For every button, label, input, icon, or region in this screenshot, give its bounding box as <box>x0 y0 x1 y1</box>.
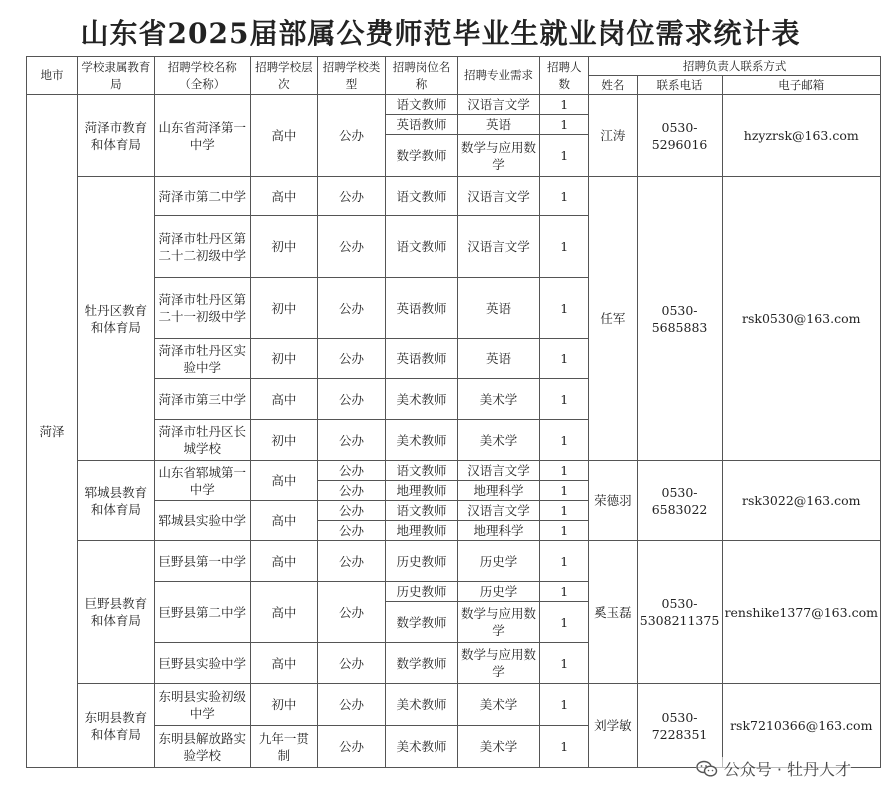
contact-email-cell: renshike1377@163.com <box>722 541 880 684</box>
type-cell: 公办 <box>317 278 385 339</box>
post-cell: 数学教师 <box>386 643 458 684</box>
table-row <box>27 95 881 115</box>
post-cell: 美术教师 <box>386 379 458 420</box>
major-cell: 英语 <box>457 339 539 379</box>
school-cell: 菏泽市牡丹区长城学校 <box>154 420 250 461</box>
level-cell: 高中 <box>250 582 317 643</box>
type-cell: 公办 <box>317 541 385 582</box>
major-cell: 汉语言文学 <box>457 461 539 481</box>
count-cell: 1 <box>540 541 589 582</box>
col-header-name: 姓名 <box>589 76 637 95</box>
post-cell: 英语教师 <box>386 339 458 379</box>
count-cell: 1 <box>540 177 589 216</box>
count-cell: 1 <box>540 684 589 726</box>
post-cell: 美术教师 <box>386 420 458 461</box>
type-cell: 公办 <box>317 461 385 481</box>
city-cell: 菏泽 <box>27 95 78 768</box>
type-cell: 公办 <box>317 216 385 278</box>
level-cell: 高中 <box>250 501 317 541</box>
school-cell: 巨野县第一中学 <box>154 541 250 582</box>
level-cell: 初中 <box>250 216 317 278</box>
count-cell: 1 <box>540 481 589 501</box>
post-cell: 语文教师 <box>386 461 458 481</box>
col-header-school: 招聘学校名称（全称） <box>154 57 250 95</box>
count-cell: 1 <box>540 95 589 115</box>
col-header-major: 招聘专业需求 <box>457 57 539 95</box>
post-cell: 美术教师 <box>386 684 458 726</box>
col-header-bureau: 学校隶属教育局 <box>78 57 155 95</box>
count-cell: 1 <box>540 602 589 643</box>
col-header-level: 招聘学校层次 <box>250 57 317 95</box>
type-cell: 公办 <box>317 481 385 501</box>
major-cell: 汉语言文学 <box>457 95 539 115</box>
type-cell: 公办 <box>317 501 385 521</box>
post-cell: 语文教师 <box>386 216 458 278</box>
count-cell: 1 <box>540 115 589 135</box>
major-cell: 美术学 <box>457 379 539 420</box>
type-cell: 公办 <box>317 379 385 420</box>
col-header-post: 招聘岗位名称 <box>386 57 458 95</box>
post-cell: 语文教师 <box>386 95 458 115</box>
major-cell: 历史学 <box>457 541 539 582</box>
contact-email-cell: rsk0530@163.com <box>722 177 880 461</box>
count-cell: 1 <box>540 461 589 481</box>
major-cell: 汉语言文学 <box>457 216 539 278</box>
major-cell: 英语 <box>457 115 539 135</box>
count-cell: 1 <box>540 420 589 461</box>
school-cell: 菏泽市第三中学 <box>154 379 250 420</box>
level-cell: 九年一贯制 <box>250 726 317 768</box>
post-cell: 历史教师 <box>386 541 458 582</box>
contact-name-cell: 荣德羽 <box>589 461 637 541</box>
school-cell: 菏泽市牡丹区第二十一初级中学 <box>154 278 250 339</box>
type-cell: 公办 <box>317 726 385 768</box>
level-cell: 高中 <box>250 461 317 501</box>
bureau-cell: 牡丹区教育和体育局 <box>78 177 155 461</box>
major-cell: 数学与应用数学 <box>457 602 539 643</box>
contact-phone-cell: 0530-5308211375 <box>637 541 722 684</box>
col-header-contact-group: 招聘负责人联系方式 <box>589 57 881 76</box>
watermark <box>696 757 851 780</box>
header-row-1 <box>27 57 881 76</box>
level-cell: 初中 <box>250 339 317 379</box>
post-cell: 地理教师 <box>386 481 458 501</box>
post-cell: 数学教师 <box>386 135 458 177</box>
page-title: 山东省2025届部属公费师范毕业生就业岗位需求统计表 <box>80 17 801 50</box>
major-cell: 美术学 <box>457 420 539 461</box>
school-cell: 巨野县第二中学 <box>154 582 250 643</box>
job-demand-table <box>26 56 881 768</box>
school-cell: 菏泽市第二中学 <box>154 177 250 216</box>
table-row <box>27 541 881 582</box>
watermark-text: 公众号 · 牡丹人才 <box>723 760 851 779</box>
level-cell: 高中 <box>250 177 317 216</box>
table-row <box>27 461 881 481</box>
count-cell: 1 <box>540 726 589 768</box>
school-cell: 菏泽市牡丹区第二十二初级中学 <box>154 216 250 278</box>
major-cell: 美术学 <box>457 726 539 768</box>
bureau-cell: 菏泽市教育和体育局 <box>78 95 155 177</box>
level-cell: 高中 <box>250 95 317 177</box>
level-cell: 初中 <box>250 420 317 461</box>
type-cell: 公办 <box>317 420 385 461</box>
contact-name-cell: 任军 <box>589 177 637 461</box>
major-cell: 数学与应用数学 <box>457 643 539 684</box>
contact-phone-cell: 0530-7228351 <box>637 684 722 768</box>
level-cell: 初中 <box>250 684 317 726</box>
post-cell: 数学教师 <box>386 602 458 643</box>
post-cell: 历史教师 <box>386 582 458 602</box>
bureau-cell: 巨野县教育和体育局 <box>78 541 155 684</box>
contact-name-cell: 江涛 <box>589 95 637 177</box>
school-cell: 郓城县实验中学 <box>154 501 250 541</box>
school-cell: 东明县实验初级中学 <box>154 684 250 726</box>
post-cell: 英语教师 <box>386 278 458 339</box>
type-cell: 公办 <box>317 684 385 726</box>
major-cell: 美术学 <box>457 684 539 726</box>
bureau-cell: 郓城县教育和体育局 <box>78 461 155 541</box>
col-header-count: 招聘人数 <box>540 57 589 95</box>
major-cell: 数学与应用数学 <box>457 135 539 177</box>
col-header-type: 招聘学校类型 <box>317 57 385 95</box>
school-cell: 东明县解放路实验学校 <box>154 726 250 768</box>
level-cell: 初中 <box>250 278 317 339</box>
type-cell: 公办 <box>317 582 385 643</box>
count-cell: 1 <box>540 643 589 684</box>
contact-phone-cell: 0530-5296016 <box>637 95 722 177</box>
count-cell: 1 <box>540 216 589 278</box>
contact-name-cell: 奚玉磊 <box>589 541 637 684</box>
count-cell: 1 <box>540 501 589 521</box>
contact-email-cell: hzyzrsk@163.com <box>722 95 880 177</box>
major-cell: 英语 <box>457 278 539 339</box>
col-header-phone: 联系电话 <box>637 76 722 95</box>
col-header-city: 地市 <box>27 57 78 95</box>
count-cell: 1 <box>540 135 589 177</box>
count-cell: 1 <box>540 339 589 379</box>
table-row <box>27 684 881 726</box>
bureau-cell: 东明县教育和体育局 <box>78 684 155 768</box>
level-cell: 高中 <box>250 541 317 582</box>
type-cell: 公办 <box>317 521 385 541</box>
major-cell: 汉语言文学 <box>457 501 539 521</box>
type-cell: 公办 <box>317 177 385 216</box>
level-cell: 高中 <box>250 643 317 684</box>
level-cell: 高中 <box>250 379 317 420</box>
school-cell: 山东省郓城第一中学 <box>154 461 250 501</box>
count-cell: 1 <box>540 521 589 541</box>
post-cell: 美术教师 <box>386 726 458 768</box>
table-row <box>27 177 881 216</box>
wechat-icon <box>696 760 718 778</box>
school-cell: 菏泽市牡丹区实验中学 <box>154 339 250 379</box>
school-cell: 山东省菏泽第一中学 <box>154 95 250 177</box>
contact-phone-cell: 0530-5685883 <box>637 177 722 461</box>
major-cell: 地理科学 <box>457 481 539 501</box>
type-cell: 公办 <box>317 339 385 379</box>
major-cell: 历史学 <box>457 582 539 602</box>
contact-email-cell: rsk3022@163.com <box>722 461 880 541</box>
post-cell: 英语教师 <box>386 115 458 135</box>
post-cell: 地理教师 <box>386 521 458 541</box>
post-cell: 语文教师 <box>386 501 458 521</box>
count-cell: 1 <box>540 379 589 420</box>
contact-name-cell: 刘学敏 <box>589 684 637 768</box>
post-cell: 语文教师 <box>386 177 458 216</box>
type-cell: 公办 <box>317 95 385 177</box>
major-cell: 地理科学 <box>457 521 539 541</box>
count-cell: 1 <box>540 582 589 602</box>
contact-email-cell: rsk7210366@163.com <box>722 684 880 768</box>
major-cell: 汉语言文学 <box>457 177 539 216</box>
col-header-email: 电子邮箱 <box>722 76 880 95</box>
count-cell: 1 <box>540 278 589 339</box>
school-cell: 巨野县实验中学 <box>154 643 250 684</box>
contact-phone-cell: 0530-6583022 <box>637 461 722 541</box>
type-cell: 公办 <box>317 643 385 684</box>
